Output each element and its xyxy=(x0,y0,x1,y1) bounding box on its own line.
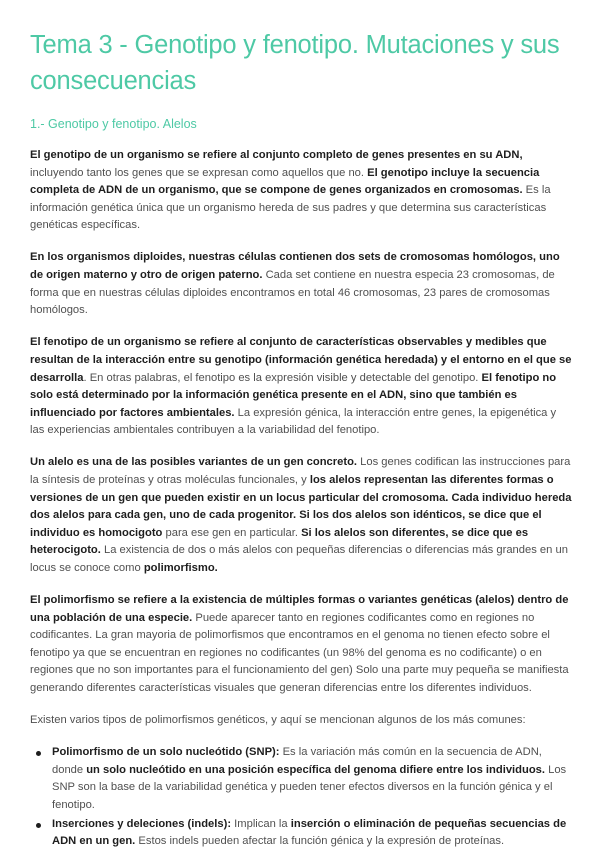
body-text: Implican la xyxy=(231,817,291,830)
body-text: Los genes codifican las instrucciones para la síntesis de proteínas y otras moléculas funcionales, y xyxy=(30,456,571,486)
bold-text: El genotipo de un organismo se refiere al conjunto completo de genes presentes en su ADN, xyxy=(30,149,523,161)
body-text: La expresión génica, la interacción entre genes, la epigenética y las experiencias ambientales contribuyen a la variabilidad del fenotipo. xyxy=(30,406,557,437)
bold-text: El genotipo incluye la secuencia completa de ADN de un organismo, que se compone de genes organizados en cromosomas. xyxy=(30,166,540,197)
bold-text: inserción o eliminación de pequeñas secuencias de ADN en un gen. xyxy=(52,817,567,848)
paragraph-diploides xyxy=(30,249,572,319)
body-text: Cada set contiene en nuestra especia 23 cromosomas, de forma que en nuestras células diploides encontramos en total 46 cromosomas, 23 pares de cromosomas homólogos. xyxy=(30,269,555,317)
bold-text: Un alelo es una de las posibles variantes de un gen concreto. xyxy=(30,456,358,469)
list-item-snp xyxy=(52,744,572,814)
paragraph-genotipo xyxy=(30,147,572,235)
body-text: incluyendo tanto los genes que se expresan como aquellos que no. xyxy=(30,166,368,179)
bold-text: Inserciones y deleciones (indels): xyxy=(52,817,232,830)
bold-text: polimorfismo. xyxy=(143,561,218,574)
body-text: para ese gen en particular. xyxy=(162,526,302,539)
bold-text: un solo nucleótido en una posición específica del genoma difiere entre los individuos. xyxy=(86,763,545,776)
paragraph-alelo xyxy=(30,454,572,577)
bold-text: los alelos representan las diferentes formas o versiones de un gen que pueden existir en un locus particular del cromosoma. Cada individuo hereda dos alelos para cada gen, uno de cada progenitor. Si los dos alelos son idénticos, se dice que el individuo es homocigoto xyxy=(30,474,572,539)
list-item-indels xyxy=(52,816,572,851)
bold-text: En los organismos diploides, nuestras células contienen dos sets de cromosomas homólogos, uno de origen materno y otro de origen paterno. xyxy=(30,251,560,282)
polymorphism-list xyxy=(30,744,572,851)
body-text: Estos indels pueden afectar la función génica y la expresión de proteínas. xyxy=(135,835,505,848)
bold-text: Polimorfismo de un solo nucleótido (SNP): xyxy=(52,746,280,759)
page-title: Tema 3 - Genotipo y fenotipo. Mutaciones y sus consecuencias xyxy=(30,31,560,95)
paragraph-tipos: Existen varios tipos de polimorfismos genéticos, y aquí se mencionan algunos de los más comunes: xyxy=(30,714,526,727)
body-text: . En otras palabras, el fenotipo es la expresión visible y detectable del genotipo. xyxy=(83,371,482,384)
body-text: Es la información genética única que un organismo hereda de sus padres y que determina sus características genéticas específicas. xyxy=(30,184,551,232)
paragraph-polimorfismo xyxy=(30,592,572,698)
bold-text: El polimorfismo se refiere a la existencia de múltiples formas o variantes genéticas (alelos) dentro de una población de una especie. xyxy=(30,594,569,624)
body-text: Los SNP son la base de la variabilidad genética y pueden tener efectos diversos en la función génica y el fenotipo. xyxy=(52,763,567,811)
bold-text: El fenotipo no solo está determinado por la información genética presente en el ADN, sino que también es influenciado por factores ambientales. xyxy=(30,371,557,419)
body-text: La existencia de dos o más alelos con pequeñas diferencias o diferencias más grandes en un locus se conoce como xyxy=(30,544,568,574)
section-heading: 1.- Genotipo y fenotipo. Alelos xyxy=(30,117,197,131)
bold-text: Si los alelos son diferentes, se dice que es heterocigoto. xyxy=(30,526,529,557)
body-text: Puede aparecer tanto en regiones codificantes como en regiones no codificantes. La gran mayoria de polimorfismos que encontramos en el genoma no tienen efecto sobre el fenotipo ya que se encuentran en regiones no codificantes (un 98% del genoma es no codificante) o en regiones que no son importantes para el funcionamiento del gen) Solo una parte muy pequeña se manifiesta generando diferentes características visuales que generan diferencias entre los diferentes individuos. xyxy=(30,611,569,695)
paragraph-fenotipo xyxy=(30,334,572,440)
bold-text: El fenotipo de un organismo se refiere al conjunto de características observables y medibles que resultan de la interacción entre su genotipo (información genética heredada) y el entorno en el que se desarrolla xyxy=(30,336,572,384)
body-text: Es la variación más común en la secuencia de ADN, donde xyxy=(52,746,542,776)
